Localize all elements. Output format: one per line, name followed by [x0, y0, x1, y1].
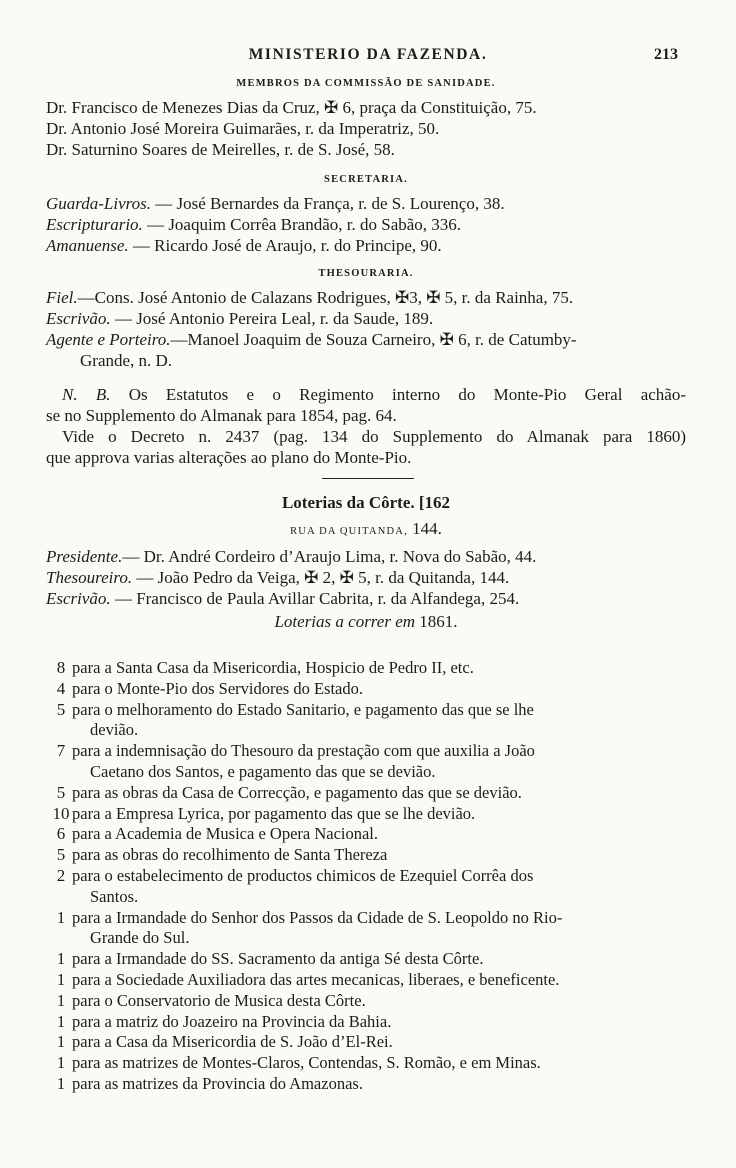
nota-section — [46, 384, 686, 468]
loterias-staff — [46, 567, 686, 588]
lottery-text: para a Casa da Misericordia de S. João d’El-Rei. — [72, 1032, 393, 1052]
entry-continuation: Grande, n. D. — [80, 351, 173, 370]
lottery-beneficiary — [72, 783, 690, 804]
lottery-list-item — [50, 783, 690, 804]
lottery-list — [50, 658, 690, 1095]
lottery-list-item — [50, 658, 690, 679]
lottery-text: para a Irmandade do Senhor dos Passos da Cidade de S. Leopoldo no Rio- — [72, 907, 563, 927]
lottery-list-item — [50, 845, 690, 866]
lottery-text: para as matrizes de Montes-Claros, Contendas, S. Romão, e em Minas. — [72, 1053, 541, 1073]
nota-line: Vide o Decreto n. 2437 (pag. 134 do Supplemento do Almanak para 1860) — [62, 427, 686, 446]
running-head: MINISTERIO DA FAZENDA. — [248, 46, 488, 63]
lottery-count: 1 — [56, 907, 66, 927]
lottery-beneficiary — [72, 866, 690, 908]
entry-role: Fiel. — [46, 288, 78, 307]
lottery-list-item — [50, 824, 690, 845]
lottery-count: 5 — [56, 845, 66, 865]
lottery-count: 10 — [52, 803, 70, 823]
lottery-count: 4 — [56, 678, 66, 698]
lottery-text: para a Irmandade do SS. Sacramento da antiga Sé desta Côrte. — [72, 949, 484, 969]
loterias-address — [46, 518, 686, 540]
lottery-text-continuation: Grande do Sul. — [90, 928, 190, 948]
lottery-list-item — [50, 1012, 690, 1033]
lottery-text: para a indemnisação do Thesouro da prestação com que auxilia a João — [72, 741, 535, 761]
lottery-list-item — [50, 804, 690, 825]
lottery-count: 2 — [56, 865, 66, 885]
lottery-count: 1 — [56, 1032, 66, 1052]
lottery-text: para a Sociedade Auxiliadora das artes mecanicas, liberaes, e beneficente. — [72, 969, 560, 989]
entry-role: Escrivão. — [46, 589, 111, 608]
lottery-count: 1 — [56, 1053, 66, 1073]
lottery-list-item — [50, 1053, 690, 1074]
lottery-list-item — [50, 1074, 690, 1095]
lottery-beneficiary — [72, 845, 690, 866]
lottery-beneficiary — [72, 679, 690, 700]
entry-role: Escripturario. — [46, 215, 143, 234]
nb-text: Os Estatutos e o Regimento interno do Monte-Pio Geral achão- — [110, 385, 686, 404]
lottery-beneficiary — [72, 1032, 690, 1053]
address-number: 144. — [412, 519, 442, 538]
lottery-count: 5 — [56, 699, 66, 719]
entry-text: —Manoel Joaquim de Souza Carneiro, ✠ 6, r. de Catumby- — [170, 330, 577, 349]
lottery-text: para a Santa Casa da Misericordia, Hospicio de Pedro II, etc. — [72, 658, 474, 677]
lottery-beneficiary — [72, 1053, 690, 1074]
address-street: RUA DA QUITANDA, — [290, 526, 408, 537]
loterias-title — [46, 492, 686, 514]
lottery-list-item — [50, 866, 690, 908]
lottery-count: 8 — [56, 658, 66, 677]
loterias-schedule-heading — [46, 611, 686, 633]
lottery-text: para as obras da Casa de Correcção, e pagamento das que se devião. — [72, 782, 522, 802]
lottery-beneficiary — [72, 741, 690, 783]
thesouraria-entry — [46, 308, 686, 329]
nb-label: N. B. — [62, 385, 111, 404]
sanidade-section — [46, 76, 686, 160]
lottery-beneficiary — [72, 991, 690, 1012]
lottery-beneficiary — [72, 658, 690, 679]
entry-text: — João Pedro da Veiga, ✠ 2, ✠ 5, r. da Quitanda, 144. — [132, 568, 510, 587]
lottery-beneficiary — [72, 824, 690, 845]
nota-line: se no Supplemento do Almanak para 1854, pag. 64. — [46, 406, 397, 425]
loterias-section — [46, 492, 686, 633]
entry-text: — Ricardo José de Araujo, r. do Principe, 90. — [128, 236, 442, 255]
lottery-list-item — [50, 991, 690, 1012]
secretaria-entry — [46, 214, 686, 235]
entry-text: — José Bernardes da França, r. de S. Lourenço, 38. — [151, 194, 505, 213]
lottery-count: 7 — [56, 741, 66, 761]
nota-line: que approva varias alterações ao plano do Monte-Pio. — [46, 448, 412, 467]
thesouraria-section — [46, 266, 686, 371]
entry-text: — Francisco de Paula Avillar Cabrita, r. da Alfandega, 254. — [110, 589, 520, 608]
lottery-beneficiary — [72, 1012, 690, 1033]
entry-text: —Cons. José Antonio de Calazans Rodrigues, ✠3, ✠ 5, r. da Rainha, 75. — [77, 288, 574, 307]
lottery-text-continuation: devião. — [90, 720, 139, 740]
lottery-list-item — [50, 679, 690, 700]
lottery-count: 1 — [56, 1073, 66, 1093]
lottery-beneficiary — [72, 908, 690, 950]
lottery-text: para a Academia de Musica e Opera Nacional. — [72, 824, 379, 844]
loterias-staff — [46, 546, 686, 567]
lottery-beneficiary — [72, 949, 690, 970]
entry-text: — Joaquim Corrêa Brandão, r. do Sabão, 336. — [142, 215, 462, 234]
sanidade-member: Dr. Saturnino Soares de Meirelles, r. de S. José, 58. — [46, 140, 395, 159]
schedule-prefix: Loterias a correr em — [274, 612, 416, 631]
thesouraria-heading: THESOURARIA. — [318, 268, 414, 279]
page-number: 213 — [654, 46, 678, 63]
lottery-list-item — [50, 741, 690, 783]
lottery-text: para a matriz do Joazeiro na Provincia da Bahia. — [72, 1011, 392, 1031]
lottery-text-continuation: Caetano dos Santos, e pagamento das que se devião. — [90, 761, 436, 781]
thesouraria-entry — [46, 287, 686, 308]
lottery-beneficiary — [72, 1074, 690, 1095]
lottery-list-item — [50, 700, 690, 742]
lottery-list-item — [50, 949, 690, 970]
secretaria-heading: SECRETARIA. — [324, 174, 408, 185]
lottery-count: 6 — [56, 824, 66, 844]
lottery-count: 1 — [56, 949, 66, 969]
entry-role: Amanuense. — [46, 236, 129, 255]
lottery-text: para o melhoramento do Estado Sanitario, e pagamento das que se lhe — [72, 699, 534, 719]
lottery-count: 1 — [56, 1011, 66, 1031]
secretaria-entry — [46, 235, 686, 256]
loterias-ref: [162 — [418, 493, 451, 512]
entry-role: Guarda-Livros. — [46, 194, 151, 213]
nota-line — [46, 384, 686, 405]
entry-role: Thesoureiro. — [46, 568, 133, 587]
lottery-count: 1 — [56, 969, 66, 989]
sanidade-member: Dr. Antonio José Moreira Guimarães, r. da Imperatriz, 50. — [46, 119, 440, 138]
lottery-list-item — [50, 970, 690, 991]
lottery-list-item — [50, 1032, 690, 1053]
entry-role: Escrivão. — [46, 309, 111, 328]
entry-text: — José Antonio Pereira Leal, r. da Saude, 189. — [110, 309, 434, 328]
entry-role: Presidente. — [46, 547, 123, 566]
lottery-count: 5 — [56, 782, 66, 802]
loterias-title-text: Loterias da Côrte. — [281, 493, 415, 512]
lottery-beneficiary — [72, 804, 690, 825]
secretaria-entry — [46, 193, 686, 214]
lottery-text: para as matrizes da Provincia do Amazonas. — [72, 1073, 363, 1093]
lottery-text: para a Empresa Lyrica, por pagamento das que se lhe devião. — [72, 803, 476, 823]
lottery-text: para o estabelecimento de productos chimicos de Ezequiel Corrêa dos — [72, 865, 534, 885]
lottery-text: para as obras do recolhimento de Santa Thereza — [72, 845, 388, 865]
schedule-year: 1861. — [419, 612, 458, 631]
lottery-text-continuation: Santos. — [90, 886, 139, 906]
section-divider — [322, 478, 414, 479]
lottery-count: 1 — [56, 990, 66, 1010]
lottery-list-item — [50, 908, 690, 950]
entry-role: Agente e Porteiro. — [46, 330, 171, 349]
thesouraria-entry — [46, 329, 686, 350]
lottery-text: para o Monte-Pio dos Servidores do Estado. — [72, 678, 363, 698]
lottery-text: para o Conservatorio de Musica desta Côrte. — [72, 990, 366, 1010]
sanidade-heading: MEMBROS DA COMMISSÃO DE SANIDADE. — [236, 78, 496, 89]
sanidade-member: Dr. Francisco de Menezes Dias da Cruz, ✠ 6, praça da Constituição, 75. — [46, 98, 537, 117]
lottery-beneficiary — [72, 970, 690, 991]
lottery-beneficiary — [72, 700, 690, 742]
entry-text: — Dr. André Cordeiro d’Araujo Lima, r. Nova do Sabão, 44. — [122, 547, 537, 566]
loterias-staff — [46, 588, 686, 609]
secretaria-section — [46, 172, 686, 256]
